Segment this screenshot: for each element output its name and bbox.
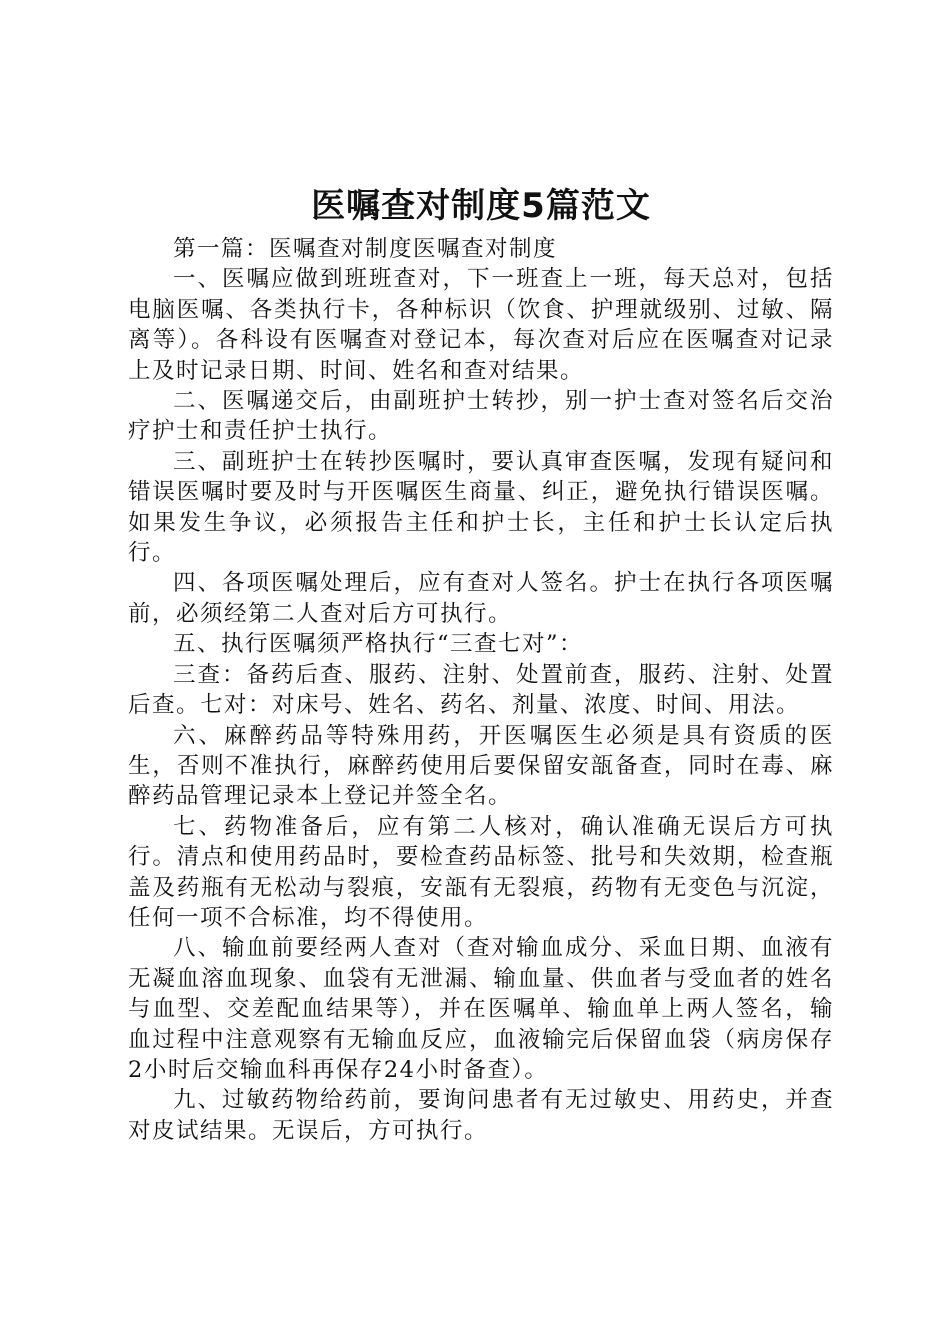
paragraph-6: 三查：备药后查、服药、注射、处置前查，服药、注射、处置后查。七对：对床号、姓名、药名、剂量、浓度、时间、用法。 [128,661,834,719]
document-page [128,182,834,1146]
paragraph-8: 七、药物准备后，应有第二人核对，确认准确无误后方可执行。清点和使用药品时，要检查药品标签、批号和失效期，检查瓶盖及药瓶有无松动与裂痕，安瓿有无裂痕，药物有无变色与沉淀，任何一项不合标准，均不得使用。 [128,813,834,931]
paragraph-4: 四、各项医嘱处理后，应有查对人签名。护士在执行各项医嘱前，必须经第二人查对后方可执行。 [128,570,834,627]
paragraph-2: 二、医嘱递交后，由副班护士转抄，别一护士查对签名后交治疗护士和责任护士执行。 [128,388,834,445]
paragraph-1: 一、医嘱应做到班班查对，下一班查上一班，每天总对，包括电脑医嘱、各类执行卡，各种标识（饮食、护理就级别、过敏、隔离等）。各科设有医嘱查对登记本，每次查对后应在医嘱查对记录上及时记录日期、时间、姓名和查对结果。 [128,266,834,384]
paragraph-5: 五、执行医嘱须严格执行“三查七对”： [173,631,584,658]
paragraph-0: 第一篇：医嘱查对制度医嘱查对制度 [173,236,558,262]
document-title: 医嘱查对制度5篇范文 [311,186,651,226]
paragraph-9: 八、输血前要经两人查对（查对输血成分、采血日期、血液有无凝血溶血现象、血袋有无泄漏、输血量、供血者与受血者的姓名与血型、交差配血结果等），并在医嘱单、输血单上两人签名，输血过程中注意观察有无输血反应，血液输完后保留血袋（病房保存2小时后交输血科再保存24小时备查）。 [128,935,834,1083]
paragraph-10: 九、过敏药物给药前，要询问患者有无过敏史、用药史，并查对皮试结果。无误后，方可执行。 [128,1087,834,1144]
paragraph-7: 六、麻醉药品等特殊用药，开医嘱医生必须是具有资质的医生，否则不准执行，麻醉药使用后要保留安瓿备查，同时在毒、麻醉药品管理记录本上登记并签全名。 [128,722,834,810]
paragraph-3: 三、副班护士在转抄医嘱时，要认真审查医嘱，发现有疑问和错误医嘱时要及时与开医嘱医生商量、纠正，避免执行错误医嘱。如果发生争议，必须报告主任和护士长，主任和护士长认定后执行。 [128,448,834,567]
